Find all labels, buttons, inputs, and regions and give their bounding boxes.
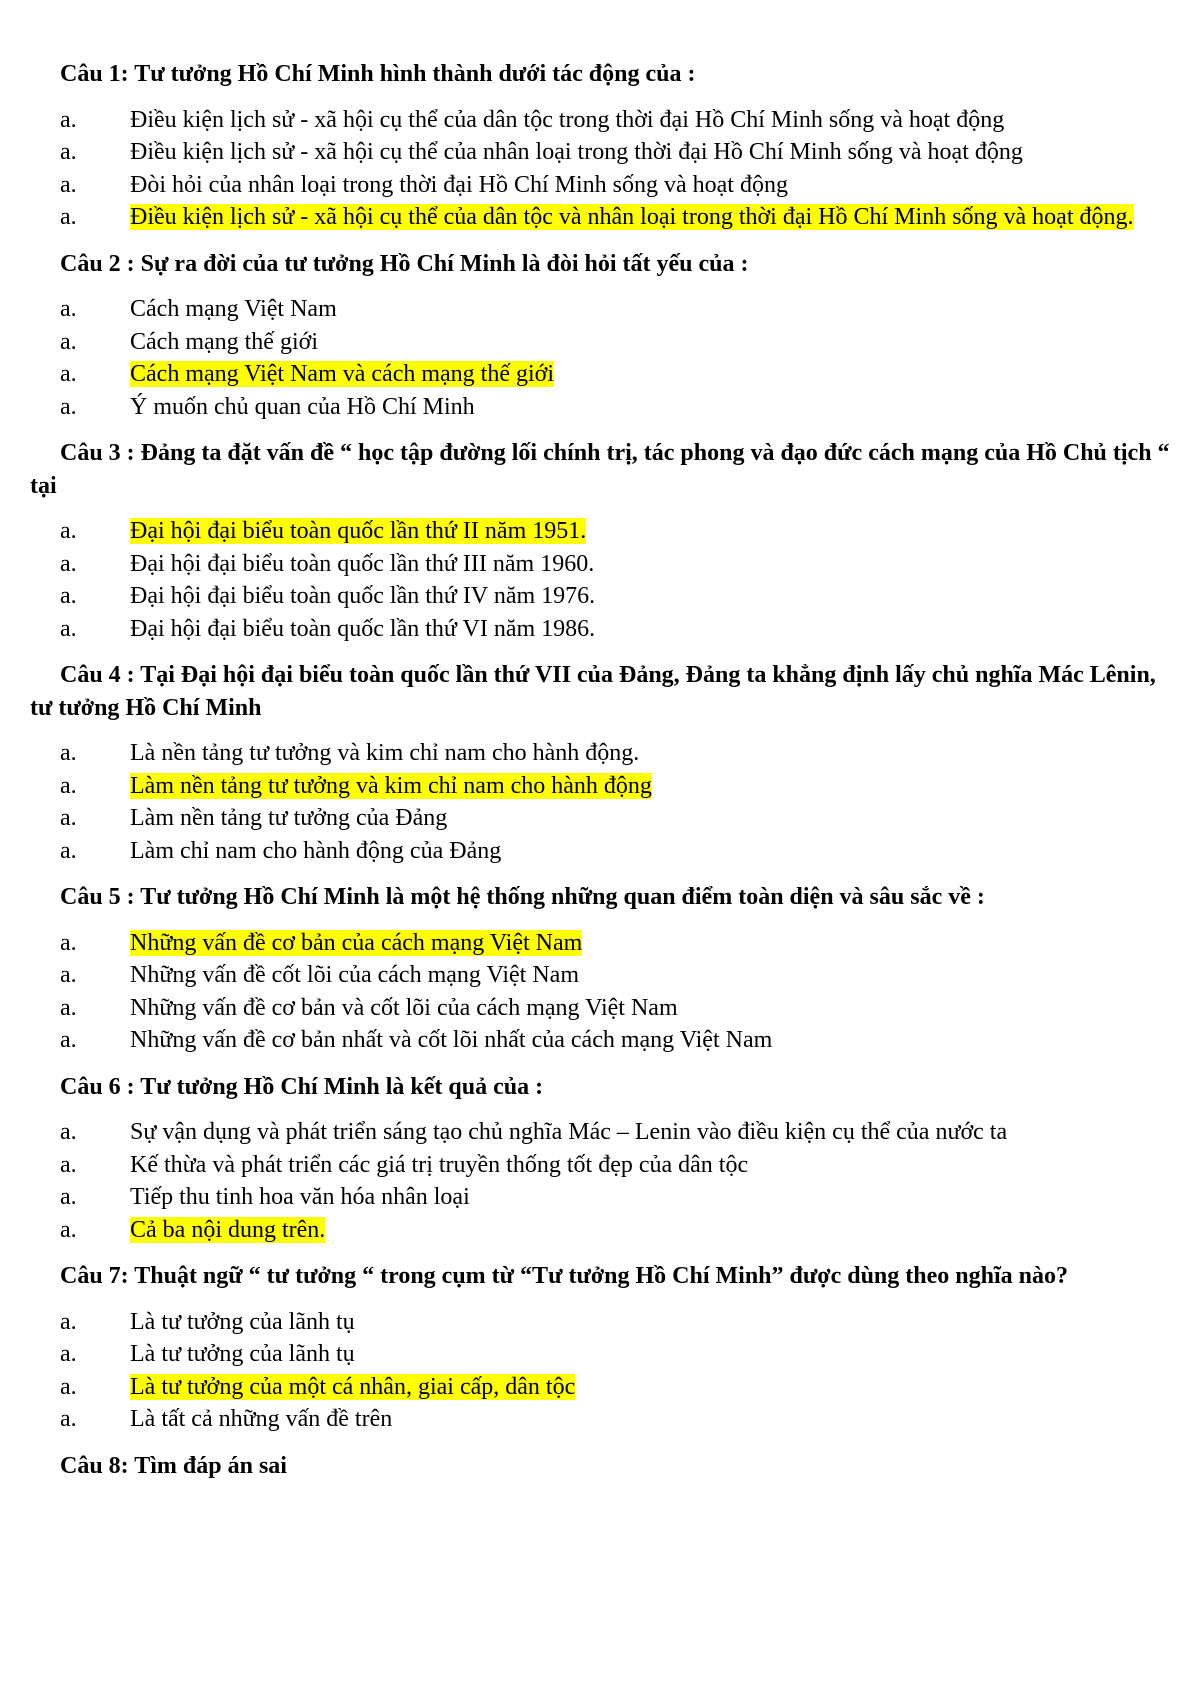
answer-option (30, 1338, 1170, 1371)
option-text: Làm chỉ nam cho hành động của Đảng (130, 837, 502, 864)
option-text-highlighted: Làm nền tảng tư tưởng và kim chỉ nam cho hành động (130, 772, 652, 799)
answer-options (30, 1116, 1170, 1246)
question-title: Câu 6 : Tư tưởng Hồ Chí Minh là kết quả của : (60, 1073, 544, 1100)
option-letter: a. (60, 1027, 77, 1053)
option-letter: a. (60, 740, 77, 766)
option-letter: a. (60, 1184, 77, 1210)
answer-option (30, 515, 1170, 548)
option-letter: a. (60, 204, 77, 230)
option-text: Điều kiện lịch sử - xã hội cụ thể của dân tộc trong thời đại Hồ Chí Minh sống và hoạt động (130, 106, 1005, 133)
option-letter: a. (60, 1406, 77, 1432)
option-text-highlighted: Cách mạng Việt Nam và cách mạng thế giới (130, 361, 555, 387)
answer-option (30, 326, 1170, 359)
option-text: Điều kiện lịch sử - xã hội cụ thể của nhân loại trong thời đại Hồ Chí Minh sống và hoạt động (130, 139, 1023, 165)
option-letter: a. (60, 615, 77, 642)
question-title: Câu 5 : Tư tưởng Hồ Chí Minh là một hệ thống những quan điểm toàn diện và sâu sắc về : (60, 884, 985, 910)
option-letter: a. (60, 1308, 77, 1335)
answer-option (30, 835, 1170, 868)
answer-option (30, 1306, 1170, 1339)
option-letter: a. (60, 106, 77, 133)
option-text: Đại hội đại biểu toàn quốc lần thứ VI năm 1986. (130, 615, 596, 642)
option-text-highlighted: Là tư tưởng của một cá nhân, giai cấp, dân tộc (130, 1373, 576, 1400)
answer-option (30, 802, 1170, 835)
option-text: Cách mạng thế giới (130, 328, 318, 355)
option-letter: a. (60, 139, 77, 165)
answer-option (30, 580, 1170, 613)
option-letter: a. (60, 518, 77, 544)
option-letter: a. (60, 929, 77, 956)
answer-option (30, 737, 1170, 770)
answer-option (30, 992, 1170, 1025)
option-letter: a. (60, 805, 77, 831)
option-text: Những vấn đề cơ bản và cốt lõi của cách mạng Việt Nam (130, 994, 678, 1021)
answer-option (30, 1116, 1170, 1149)
answer-option (30, 1181, 1170, 1214)
answer-option (30, 169, 1170, 202)
option-letter: a. (60, 328, 77, 355)
question-title: Câu 1: Tư tưởng Hồ Chí Minh hình thành dưới tác động của : (60, 61, 696, 87)
answer-options (30, 737, 1170, 867)
option-text: Đại hội đại biểu toàn quốc lần thứ III năm 1960. (130, 550, 595, 577)
option-text: Ý muốn chủ quan của Hồ Chí Minh (130, 393, 475, 420)
answer-option (30, 613, 1170, 646)
option-letter: a. (60, 1373, 77, 1400)
option-text: Đòi hỏi của nhân loại trong thời đại Hồ Chí Minh sống và hoạt động (130, 171, 788, 198)
answer-options (30, 515, 1170, 645)
option-letter: a. (60, 583, 77, 609)
option-letter: a. (60, 1216, 77, 1243)
answer-option (30, 959, 1170, 992)
answer-option (30, 1403, 1170, 1436)
option-text: Là tư tưởng của lãnh tụ (130, 1341, 355, 1367)
answer-options (30, 104, 1170, 234)
answer-option (30, 293, 1170, 326)
option-text-highlighted: Đại hội đại biểu toàn quốc lần thứ II năm 1951. (130, 518, 587, 544)
answer-option (30, 1214, 1170, 1247)
option-text: Sự vận dụng và phát triển sáng tạo chủ nghĩa Mác – Lenin vào điều kiện cụ thể của nước ta (130, 1119, 1008, 1145)
question-title: Câu 3 : Đảng ta đặt vấn đề “ học tập đường lối chính trị, tác phong và đạo đức cách mạng của Hồ Chủ tịch “ tại (30, 440, 1170, 499)
option-letter: a. (60, 550, 77, 577)
option-text: Kế thừa và phát triển các giá trị truyền thống tốt đẹp của dân tộc (130, 1151, 749, 1178)
option-letter: a. (60, 361, 77, 387)
option-text: Làm nền tảng tư tưởng của Đảng (130, 805, 448, 831)
answer-option (30, 1371, 1170, 1404)
question-title: Câu 8: Tìm đáp án sai (60, 1452, 287, 1479)
option-text: Là tất cả những vấn đề trên (130, 1406, 393, 1432)
option-text: Là tư tưởng của lãnh tụ (130, 1308, 355, 1335)
option-text-highlighted: Điều kiện lịch sử - xã hội cụ thể của dân tộc và nhân loại trong thời đại Hồ Chí Minh sống và hoạt động. (130, 204, 1134, 230)
option-letter: a. (60, 962, 77, 988)
answer-option (30, 1024, 1170, 1057)
answer-option (30, 104, 1170, 137)
option-text: Đại hội đại biểu toàn quốc lần thứ IV năm 1976. (130, 583, 596, 609)
option-text: Những vấn đề cơ bản nhất và cốt lõi nhất của cách mạng Việt Nam (130, 1027, 773, 1053)
answer-option (30, 201, 1170, 234)
option-letter: a. (60, 837, 77, 864)
option-text-highlighted: Những vấn đề cơ bản của cách mạng Việt Nam (130, 929, 583, 956)
option-text: Là nền tảng tư tưởng và kim chỉ nam cho hành động. (130, 740, 640, 766)
answer-option (30, 136, 1170, 169)
question-title: Câu 4 : Tại Đại hội đại biểu toàn quốc lần thứ VII của Đảng, Đảng ta khẳng định lấy chủ nghĩa Mác Lênin, tư tưởng Hồ Chí Minh (30, 662, 1156, 721)
question-title: Câu 2 : Sự ra đời của tư tưởng Hồ Chí Minh là đòi hỏi tất yếu của : (60, 250, 749, 277)
answer-option (30, 391, 1170, 424)
option-text: Tiếp thu tinh hoa văn hóa nhân loại (130, 1184, 470, 1210)
answer-option (30, 548, 1170, 581)
option-letter: a. (60, 171, 77, 198)
option-letter: a. (60, 296, 77, 322)
answer-option (30, 1149, 1170, 1182)
answer-option (30, 358, 1170, 391)
answer-options (30, 1306, 1170, 1436)
option-text: Những vấn đề cốt lõi của cách mạng Việt Nam (130, 962, 579, 988)
answer-option (30, 770, 1170, 803)
option-text-highlighted: Cả ba nội dung trên. (130, 1216, 326, 1243)
option-text: Cách mạng Việt Nam (130, 296, 337, 322)
answer-options (30, 927, 1170, 1057)
option-letter: a. (60, 393, 77, 420)
option-letter: a. (60, 994, 77, 1021)
answer-option (30, 927, 1170, 960)
question-title: Câu 7: Thuật ngữ “ tư tưởng “ trong cụm từ “Tư tưởng Hồ Chí Minh” được dùng theo nghĩa nào? (60, 1263, 1068, 1289)
answer-options (30, 293, 1170, 423)
option-letter: a. (60, 1119, 77, 1145)
option-letter: a. (60, 772, 77, 799)
option-letter: a. (60, 1151, 77, 1178)
option-letter: a. (60, 1341, 77, 1367)
